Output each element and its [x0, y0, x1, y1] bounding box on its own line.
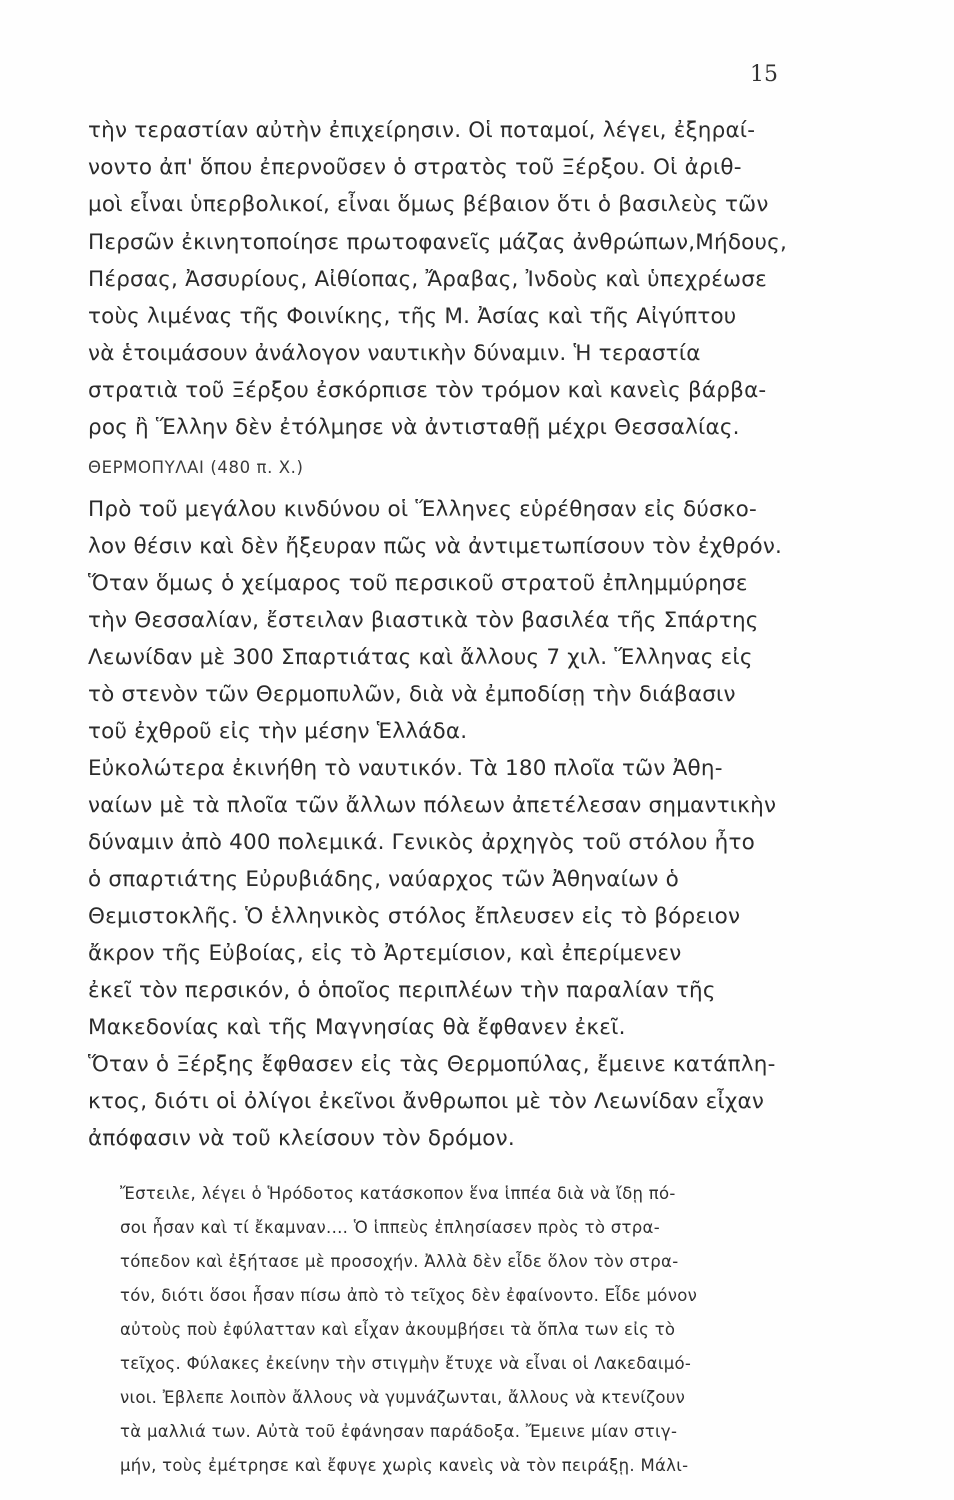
text-line: ὁ σπαρτιάτης Εὐρυβιάδης, ναύαρχος τῶν Ἀθηναίων ὁ — [88, 867, 679, 892]
page-number: 15 — [750, 62, 778, 87]
footnote-line: αὐτοὺς ποὺ ἐφύλατταν καὶ εἶχαν ἀκουμβήσει τὰ ὅπλα των εἰς τὸ — [120, 1320, 676, 1339]
footnote-line: τόπεδον καὶ ἐξήτασε μὲ προσοχήν. Ἀλλὰ δὲν εἶδε ὅλον τὸν στρα- — [120, 1252, 679, 1271]
text-line: στρατιὰ τοῦ Ξέρξου ἐσκόρπισε τὸν τρόμον καὶ κανεὶς βάρβα- — [88, 378, 767, 403]
footnote-line: μήν, τοὺς ἐμέτρησε καὶ ἔφυγε χωρὶς κανεὶς νὰ τὸν πειράξῃ. Μάλι- — [120, 1456, 689, 1475]
text-line: ἀπόφασιν νὰ τοῦ κλείσουν τὸν δρόμον. — [88, 1126, 515, 1151]
text-line: νὰ ἑτοιμάσουν ἀνάλογον ναυτικὴν δύναμιν. Ἡ τεραστία — [88, 341, 701, 366]
text-line: Περσῶν ἐκινητοποίησε πρωτοφανεῖς μάζας ἀνθρώπων,Μήδους, — [88, 230, 788, 255]
text-line: ναίων μὲ τὰ πλοῖα τῶν ἄλλων πόλεων ἀπετέλεσαν σημαντικὴν — [88, 793, 777, 818]
text-line: τοὺς λιμένας τῆς Φοινίκης, τῆς Μ. Ἀσίας καὶ τῆς Αἰγύπτου — [88, 304, 737, 329]
text-line: τὴν Θεσσαλίαν, ἔστειλαν βιαστικὰ τὸν βασιλέα τῆς Σπάρτης — [88, 608, 759, 633]
text-line: δύναμιν ἀπὸ 400 πολεμικά. Γενικὸς ἀρχηγὸς τοῦ στόλου ἦτο — [88, 830, 755, 855]
text-line: Μακεδονίας καὶ τῆς Μαγνησίας θὰ ἔφθανεν ἐκεῖ. — [88, 1015, 626, 1040]
text-line: τὸ στενὸν τῶν Θερμοπυλῶν, διὰ νὰ ἐμποδίσῃ τὴν διάβασιν — [88, 682, 736, 707]
text-line: λον θέσιν καὶ δὲν ἤξευραν πῶς νὰ ἀντιμετωπίσουν τὸν ἐχθρόν. — [88, 534, 783, 559]
text-line: τοῦ ἐχθροῦ εἰς τὴν μέσην Ἑλλάδα. — [88, 719, 468, 744]
text-line: μοὶ εἶναι ὑπερβολικοί, εἶναι ὅμως βέβαιον ὅτι ὁ βασιλεὺς τῶν — [88, 192, 769, 217]
text-line: Ὅταν ὁ Ξέρξης ἔφθασεν εἰς τὰς Θερμοπύλας, ἔμεινε κατάπλη- — [88, 1052, 776, 1077]
text-line: Πρὸ τοῦ μεγάλου κινδύνου οἱ Ἕλληνες εὑρέθησαν εἰς δύσκο- — [88, 497, 757, 522]
text-line: ἐκεῖ τὸν περσικόν, ὁ ὁποῖος περιπλέων τὴν παραλίαν τῆς — [88, 978, 716, 1003]
text-line: Πέρσας, Ἀσσυρίους, Αἰθίοπας, Ἄραβας, Ἰνδοὺς καὶ ὑπεχρέωσε — [88, 267, 767, 292]
text-line: νοντο ἀπ' ὅπου ἐπερνοῦσεν ὁ στρατὸς τοῦ Ξέρξου. Οἱ ἀριθ- — [88, 155, 742, 180]
footnote-line: Ἔστειλε, λέγει ὁ Ἡρόδοτος κατάσκοπον ἕνα ἱππέα διὰ νὰ ἴδῃ πό- — [120, 1184, 676, 1203]
footnote-line: τεῖχος. Φύλακες ἐκείνην τὴν στιγμὴν ἔτυχε νὰ εἶναι οἱ Λακεδαιμό- — [120, 1354, 692, 1373]
text-line: τὴν τεραστίαν αὐτὴν ἐπιχείρησιν. Οἱ ποταμοί, λέγει, ἐξηραί- — [88, 118, 756, 143]
footnote-line: τὰ μαλλιά των. Αὐτὰ τοῦ ἐφάνησαν παράδοξα. Ἔμεινε μίαν στιγ- — [120, 1422, 678, 1441]
footnote-line: νιοι. Ἐβλεπε λοιπὸν ἄλλους νὰ γυμνάζωνται, ἄλλους νὰ κτενίζουν — [120, 1388, 686, 1407]
text-line: Θεμιστοκλῆς. Ὁ ἑλληνικὸς στόλος ἔπλευσεν εἰς τὸ βόρειον — [88, 904, 741, 929]
text-line: ἄκρον τῆς Εὐβοίας, εἰς τὸ Ἀρτεμίσιον, καὶ ἐπερίμενεν — [88, 941, 682, 966]
text-line: κτος, διότι οἱ ὀλίγοι ἐκεῖνοι ἄνθρωποι μὲ τὸν Λεωνίδαν εἶχαν — [88, 1089, 765, 1114]
section-heading: ΘΕΡΜΟΠΥΛΑΙ (480 π. Χ.) — [88, 458, 304, 477]
footnote-line: σοι ἦσαν καὶ τί ἔκαμναν.... Ὁ ἱππεὺς ἐπλησίασεν πρὸς τὸ στρα- — [120, 1218, 660, 1237]
text-line: Λεωνίδαν μὲ 300 Σπαρτιάτας καὶ ἄλλους 7 χιλ. Ἕλληνας εἰς — [88, 645, 753, 670]
footnote-line: τόν, διότι ὅσοι ἦσαν πίσω ἀπὸ τὸ τεῖχος δὲν ἐφαίνοντο. Εἶδε μόνον — [120, 1286, 698, 1305]
text-line: Εὐκολώτερα ἐκινήθη τὸ ναυτικόν. Τὰ 180 πλοῖα τῶν Ἀθη- — [88, 756, 723, 781]
text-line: ρος ἢ Ἕλλην δὲν ἐτόλμησε νὰ ἀντισταθῇ μέχρι Θεσσαλίας. — [88, 415, 740, 440]
text-line: Ὅταν ὅμως ὁ χείμαρος τοῦ περσικοῦ στρατοῦ ἐπλημμύρησε — [88, 571, 748, 596]
